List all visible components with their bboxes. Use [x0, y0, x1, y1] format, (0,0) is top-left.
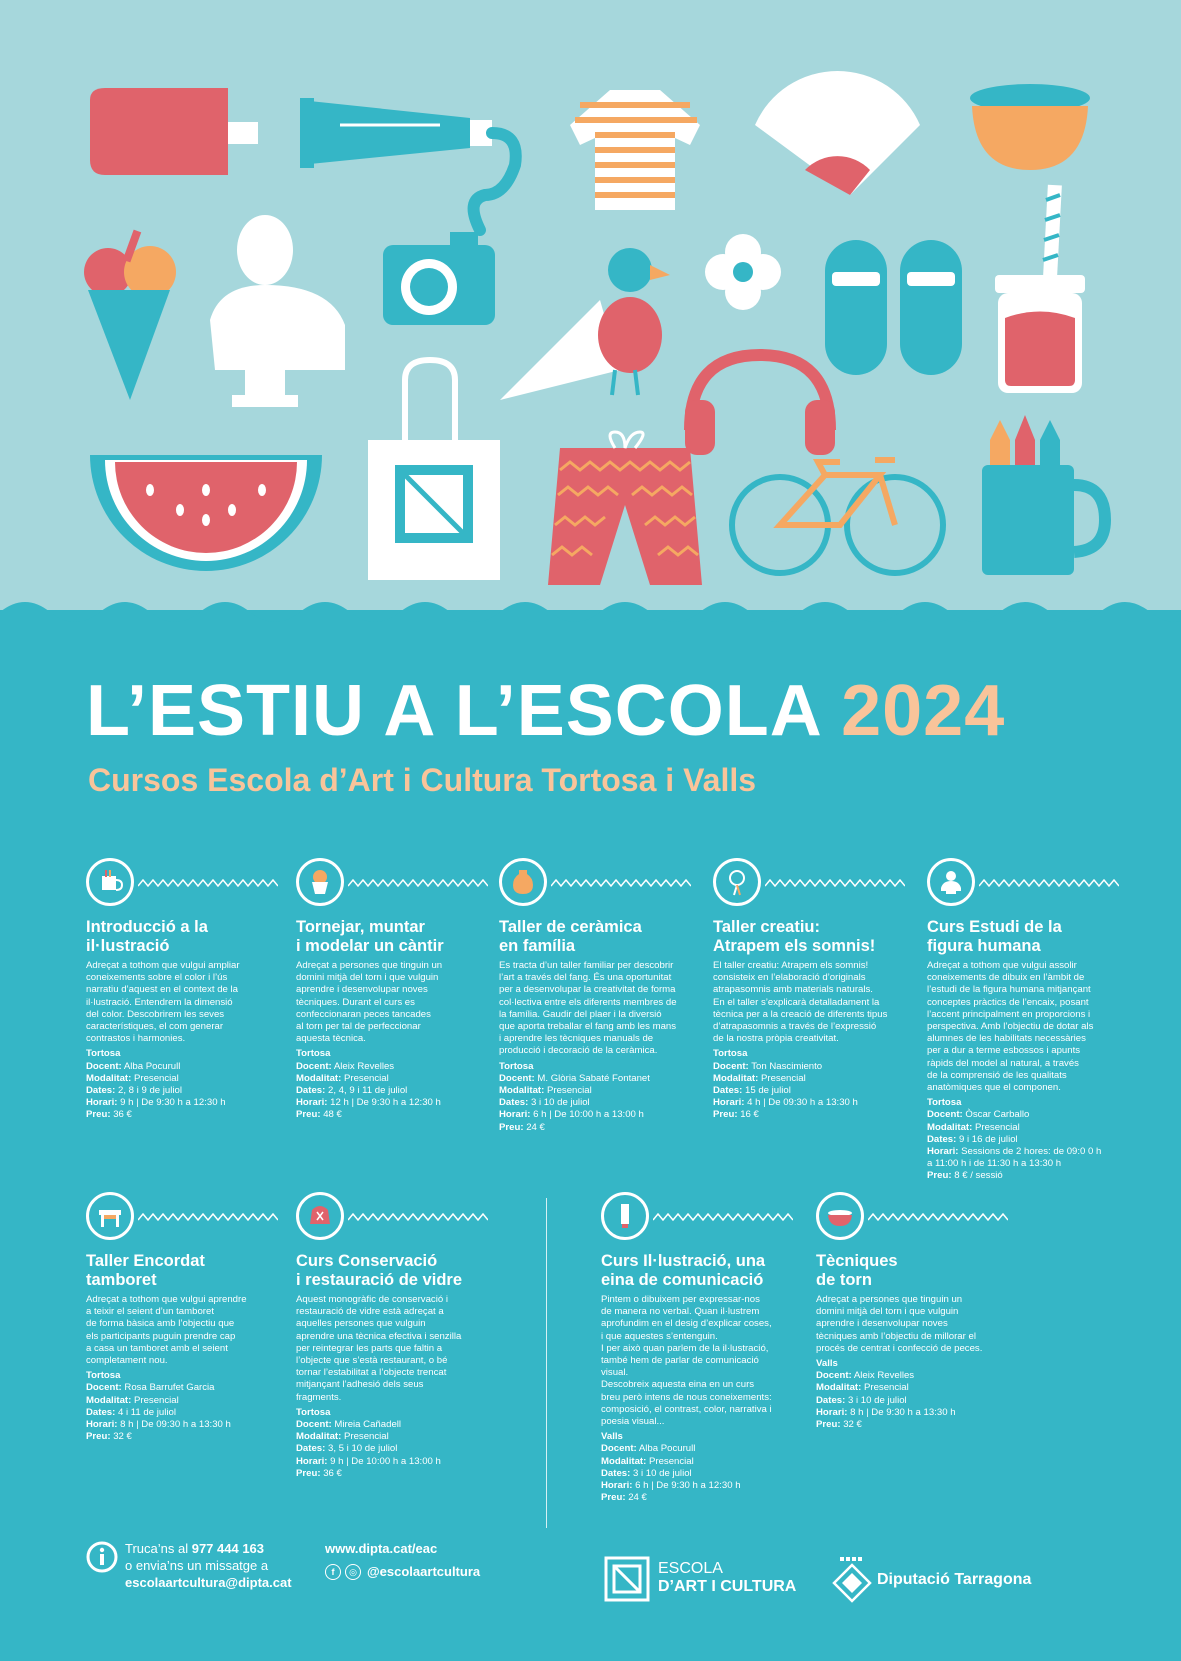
description-line: de forma bàsica amb l’objectiu que — [86, 1318, 235, 1330]
dates-value: 3 i 10 de juliol — [630, 1467, 692, 1479]
course-description — [816, 1294, 1011, 1355]
docent-value: Rosa Barrufet Garcia — [121, 1382, 215, 1394]
price-value: 48 € — [320, 1109, 342, 1121]
description-line: alumnes de les habilitats necessàries — [927, 1033, 1086, 1045]
course-meta — [601, 1431, 796, 1504]
course-title-line2: il·lustració — [86, 937, 170, 955]
course-location: Tortosa — [86, 1370, 121, 1382]
course-title — [296, 1252, 491, 1290]
description-line: completament nou. — [86, 1355, 168, 1367]
course-description — [713, 960, 908, 1045]
schedule-value: 9 h | De 10:00 h a 13:00 h — [327, 1455, 441, 1467]
course-card — [86, 858, 281, 1122]
eac-line2: D’ART I CULTURA — [658, 1578, 797, 1595]
course-title — [713, 918, 908, 956]
course-title-line1: Curs Conservació — [296, 1252, 438, 1270]
description-line: al torn per tal de perfeccionar — [296, 1021, 421, 1033]
email-link[interactable]: escolaartcultura@dipta.cat — [125, 1575, 292, 1590]
course-icon-ring — [499, 858, 547, 906]
dates-label: Dates: — [601, 1467, 631, 1479]
description-line: l’art a través del fang. És una oportunitat — [499, 972, 672, 984]
course-title-line2: figura humana — [927, 937, 1041, 955]
website-link[interactable]: www.dipta.cat/eac — [325, 1541, 438, 1556]
paint-tube-icon — [610, 1201, 640, 1231]
course-icon-ring — [713, 858, 761, 906]
dates-value: 9 i 16 de juliol — [956, 1133, 1018, 1145]
squiggle-divider — [138, 1213, 278, 1221]
course-card — [816, 1192, 1011, 1431]
modality-label: Modalitat: — [86, 1072, 132, 1084]
description-line: l’accent principalment en proporcions i — [927, 1008, 1091, 1020]
docent-value: M. Glòria Sabaté Fontanet — [534, 1072, 650, 1084]
description-line: de la comprensió de les qualitats — [927, 1069, 1067, 1081]
instagram-icon[interactable]: ◎ — [345, 1564, 361, 1580]
course-icon-ring — [86, 858, 134, 906]
social-handle[interactable]: @escolaartcultura — [367, 1564, 481, 1579]
description-line: aprendre i desenvolupar noves — [816, 1318, 948, 1330]
course-title-line1: Tècniques — [816, 1252, 898, 1270]
course-location: Valls — [601, 1431, 623, 1443]
description-line: consisteix en l’elaboració d’originals — [713, 972, 866, 984]
description-line: producció i decoració de la ceràmica. — [499, 1045, 658, 1057]
dates-label: Dates: — [713, 1085, 743, 1097]
cupcake-icon — [305, 867, 335, 897]
sandals-icon — [825, 240, 962, 375]
docent-label: Docent: — [296, 1419, 332, 1431]
wave-divider — [0, 592, 1181, 632]
course-location: Tortosa — [86, 1048, 121, 1060]
modality-label: Modalitat: — [927, 1121, 973, 1133]
mug-icon — [95, 867, 125, 897]
course-card — [86, 1192, 281, 1443]
price-label: Preu: — [86, 1109, 111, 1121]
course-title — [927, 918, 1122, 956]
course-title-line2: i restauració de vidre — [296, 1271, 462, 1289]
glass-icon — [305, 1201, 335, 1231]
price-value: 32 € — [840, 1419, 862, 1431]
description-line: i que aquestes s’entenguin. — [601, 1330, 718, 1342]
description-line: Aquest monogràfic de conservació i — [296, 1294, 448, 1305]
title-year: 2024 — [841, 671, 1006, 751]
course-meta — [713, 1048, 908, 1121]
jar-icon — [995, 185, 1085, 393]
course-description — [601, 1294, 796, 1428]
description-line: per a dur a terme esbossos i apunts — [927, 1045, 1081, 1057]
description-line: El taller creatiu: Atrapem els somnis! — [713, 960, 869, 971]
docent-label: Docent: — [713, 1060, 749, 1072]
modality-label: Modalitat: — [296, 1072, 342, 1084]
description-line: poesia visual... — [601, 1416, 665, 1428]
course-title-line2: eina de comunicació — [601, 1271, 764, 1289]
description-line: domini mitjà del torn i que vulguin — [816, 1306, 959, 1318]
swim-shorts-icon — [548, 432, 702, 585]
modality-value: Presencial — [341, 1072, 389, 1084]
description-line: de manera no verbal. Quan il·lustrem — [601, 1306, 760, 1318]
modality-label: Modalitat: — [713, 1072, 759, 1084]
description-line: i aprendre les tècniques manuals de — [499, 1033, 654, 1045]
course-icon-ring — [816, 1192, 864, 1240]
schedule-label: Horari: — [601, 1480, 633, 1492]
description-line: la família. Gaudir del plaer i la diversió — [499, 1008, 662, 1020]
course-meta — [296, 1048, 491, 1121]
course-title-line2: Atrapem els somnis! — [713, 937, 876, 955]
schedule-label: Horari: — [296, 1097, 328, 1109]
schedule-label: Horari: — [927, 1146, 959, 1158]
squiggle-divider — [551, 879, 691, 887]
course-card — [713, 858, 908, 1122]
message-text: o envia’ns un missatge a — [125, 1558, 269, 1573]
bust-icon — [210, 215, 345, 407]
course-icon-ring — [296, 1192, 344, 1240]
course-card — [296, 1192, 491, 1480]
squiggle-divider — [979, 879, 1119, 887]
course-icon-ring — [601, 1192, 649, 1240]
price-label: Preu: — [296, 1467, 321, 1479]
description-line: que aporta treballar el fang amb les mans — [499, 1021, 677, 1033]
description-line: per a desenvolupar la creativitat de forma — [499, 984, 676, 996]
modality-label: Modalitat: — [86, 1394, 132, 1406]
squiggle-divider — [653, 1213, 793, 1221]
squiggle-divider — [138, 879, 278, 887]
facebook-icon[interactable]: f — [325, 1564, 341, 1580]
description-line: Es tracta d’un taller familiar per descobrir — [499, 960, 674, 971]
summer-icons-illustration — [0, 0, 1181, 620]
course-description — [86, 960, 281, 1045]
eac-logo-icon — [604, 1556, 650, 1602]
price-label: Preu: — [927, 1170, 952, 1182]
docent-value: Alba Pocurull — [121, 1060, 181, 1072]
course-title-line1: Introducció a la — [86, 918, 208, 936]
dates-label: Dates: — [86, 1406, 116, 1418]
description-line: tornar l’estabilitat a l’objecte trencat — [296, 1367, 447, 1379]
description-line: Adreçat a persones que tinguin un — [296, 960, 443, 971]
dates-value: 4 i 11 de juliol — [115, 1406, 176, 1418]
schedule-label: Horari: — [86, 1419, 118, 1431]
watermelon-icon — [90, 455, 322, 571]
course-icon-ring — [927, 858, 975, 906]
schedule-value: 8 h | De 9:30 h a 13:30 h — [847, 1406, 956, 1418]
description-line: il·lustració. Entendrem la dimensió — [86, 996, 233, 1008]
schedule-label: Horari: — [86, 1097, 118, 1109]
description-line: d’atrapasomnis a través de l’expressió — [713, 1021, 877, 1033]
description-line: En el taller s’explicarà detalladament la — [713, 996, 880, 1008]
flower-icon — [705, 234, 781, 310]
description-line: coneixements sobre el color i l’ús — [86, 972, 228, 984]
price-value: 24 € — [523, 1121, 545, 1133]
docent-value: Mireia Cañadell — [331, 1419, 402, 1431]
popsicle-icon — [90, 88, 258, 175]
dates-label: Dates: — [816, 1394, 846, 1406]
description-line: Adreçat a persones que tinguin un — [816, 1294, 963, 1305]
course-title — [86, 1252, 281, 1290]
modality-value: Presencial — [131, 1394, 179, 1406]
bowl-icon — [970, 84, 1090, 170]
schedule-value: 6 h | De 10:00 h a 13:00 h — [530, 1109, 644, 1121]
course-meta — [296, 1407, 491, 1480]
schedule-value: 4 h | De 09:30 h a 13:30 h — [744, 1097, 858, 1109]
course-title-line1: Taller de ceràmica — [499, 918, 642, 936]
description-line: Adreçat a tothom que vulgui ampliar — [86, 960, 240, 971]
description-line: Adreçat a tothom que vulgui assolir — [927, 960, 1077, 971]
stool-icon — [95, 1201, 125, 1231]
description-line: ràpids del model al natural, a través — [927, 1057, 1079, 1069]
price-value: 36 € — [110, 1109, 132, 1121]
course-meta — [499, 1061, 694, 1134]
description-line: a teixir el seient d’un tamboret — [86, 1306, 214, 1318]
squiggle-divider — [348, 879, 488, 887]
dates-label: Dates: — [86, 1085, 116, 1097]
schedule-value: 6 h | De 9:30 h a 12:30 h — [632, 1480, 741, 1492]
description-line: Pintem o dibuixem per expressar-nos — [601, 1294, 760, 1305]
dates-value: 15 de juliol — [742, 1085, 791, 1097]
dreamcatcher-icon — [722, 867, 752, 897]
course-location: Tortosa — [296, 1406, 331, 1418]
course-location: Tortosa — [296, 1048, 331, 1060]
course-card — [927, 858, 1122, 1183]
course-title-line2: de torn — [816, 1271, 872, 1289]
course-title-line1: Curs Il·lustració, una — [601, 1252, 766, 1270]
description-line: Adreçat a tothom que vulgui aprendre — [86, 1294, 247, 1305]
course-meta — [816, 1358, 1011, 1431]
price-value: 24 € — [625, 1492, 647, 1504]
eac-logo-text — [658, 1560, 796, 1596]
price-label: Preu: — [713, 1109, 738, 1121]
description-line: aprendre i desenvolupar noves — [296, 984, 428, 996]
camera-icon — [383, 232, 495, 325]
course-title — [601, 1252, 796, 1290]
page-subtitle: Cursos Escola d’Art i Cultura Tortosa i Valls — [88, 762, 757, 798]
course-title-line1: Taller Encordat — [86, 1252, 205, 1270]
price-value: 36 € — [320, 1467, 342, 1479]
web-info — [325, 1540, 480, 1580]
ice-cream-icon — [84, 230, 176, 400]
course-title — [86, 918, 281, 956]
modality-value: Presencial — [861, 1382, 909, 1394]
course-title-line2: i modelar un càntir — [296, 937, 444, 955]
course-icon-ring — [86, 1192, 134, 1240]
modality-value: Presencial — [544, 1085, 592, 1097]
dates-label: Dates: — [927, 1133, 957, 1145]
modality-label: Modalitat: — [296, 1431, 342, 1443]
dates-value: 2, 8 i 9 de juliol — [115, 1085, 182, 1097]
headphones-icon — [685, 355, 835, 455]
description-line: anatòmiques que el componen. — [927, 1082, 1061, 1094]
dates-value: 3 i 10 de juliol — [845, 1394, 907, 1406]
shirt-icon — [570, 90, 700, 210]
course-meta — [927, 1097, 1122, 1182]
docent-label: Docent: — [296, 1060, 332, 1072]
description-line: atrapasomnis amb materials naturals. — [713, 984, 873, 996]
description-line: perspectiva. Amb l’objectiu de dotar als — [927, 1021, 1094, 1033]
schedule-value-cont: a 11:00 h i de 11:30 h a 13:30 h — [927, 1158, 1062, 1170]
docent-label: Docent: — [927, 1109, 963, 1121]
column-divider — [546, 1198, 547, 1528]
course-location: Tortosa — [713, 1048, 748, 1060]
price-label: Preu: — [296, 1109, 321, 1121]
course-title — [296, 918, 491, 956]
modality-value: Presencial — [341, 1431, 389, 1443]
course-meta — [86, 1370, 281, 1443]
docent-value: Alba Pocurull — [636, 1443, 696, 1455]
description-line: restauració de vidre està adreçat a — [296, 1306, 444, 1318]
modality-label: Modalitat: — [601, 1455, 647, 1467]
description-line: tècniques. Durant el curs es — [296, 996, 415, 1008]
course-description — [296, 1294, 491, 1404]
contact-info — [125, 1540, 292, 1591]
eac-line1: ESCOLA — [658, 1560, 723, 1577]
tote-bag-icon — [368, 360, 500, 580]
description-line: l’objecte que s’està restaurant, o bé — [296, 1355, 448, 1367]
course-title-line2: tamboret — [86, 1271, 157, 1289]
schedule-value: 12 h | De 9:30 h a 12:30 h — [327, 1097, 441, 1109]
course-title-line2: en família — [499, 937, 576, 955]
description-line: conceptes pràctics de l’encaix, posant — [927, 996, 1089, 1008]
diputacio-logo-icon — [832, 1555, 872, 1603]
description-line: breu però intens de nous coneixements: — [601, 1391, 772, 1403]
docent-value: Aleix Revelles — [851, 1370, 915, 1382]
phone-link[interactable]: 977 444 163 — [191, 1541, 265, 1556]
course-title — [499, 918, 694, 956]
squiggle-divider — [868, 1213, 1008, 1221]
description-line: I per això quan parlem de la il·lustració, — [601, 1342, 769, 1354]
description-line: aquelles persones que vulguin — [296, 1318, 426, 1330]
squiggle-divider — [765, 879, 905, 887]
modality-value: Presencial — [131, 1072, 179, 1084]
docent-value: Òscar Carballo — [962, 1109, 1030, 1121]
bicycle-icon — [732, 460, 943, 573]
description-line: tècnica per a la creació de diferents tipus — [713, 1008, 888, 1020]
price-value: 8 € / sessió — [951, 1170, 1003, 1182]
course-icon-ring — [296, 858, 344, 906]
description-line: mitjançant l’adhesió dels seus — [296, 1379, 424, 1391]
description-line: a casa un tamboret amb el seient — [86, 1342, 228, 1354]
dates-label: Dates: — [499, 1097, 529, 1109]
modality-value: Presencial — [758, 1072, 806, 1084]
docent-label: Docent: — [601, 1443, 637, 1455]
course-card — [296, 858, 491, 1122]
schedule-label: Horari: — [816, 1406, 848, 1418]
docent-label: Docent: — [86, 1382, 122, 1394]
illustration-area — [0, 0, 1181, 640]
description-line: característiques, el com generar — [86, 1021, 224, 1033]
course-location: Tortosa — [927, 1097, 962, 1109]
modality-value: Presencial — [972, 1121, 1020, 1133]
description-line: confeccionaran peces tancades — [296, 1008, 431, 1020]
bust-icon — [936, 867, 966, 897]
modality-label: Modalitat: — [499, 1085, 545, 1097]
schedule-label: Horari: — [296, 1455, 328, 1467]
description-line: aprofundim en el desig d’explicar coses, — [601, 1318, 772, 1330]
schedule-label: Horari: — [713, 1097, 745, 1109]
course-description — [927, 960, 1122, 1094]
description-line: coneixements de dibuix en l’àmbit de — [927, 972, 1085, 984]
schedule-label: Horari: — [499, 1109, 531, 1121]
schedule-value: 8 h | De 09:30 h a 13:30 h — [117, 1419, 231, 1431]
description-line: els participants puguin prendre cap — [86, 1330, 236, 1342]
description-line: col·lectiva entre els diferents membres de — [499, 996, 677, 1008]
description-line: tècniques amb l’objectiu de millorar el — [816, 1330, 976, 1342]
course-description — [86, 1294, 281, 1367]
docent-label: Docent: — [86, 1060, 122, 1072]
bowl-icon — [825, 1201, 855, 1231]
modality-label: Modalitat: — [816, 1382, 862, 1394]
price-label: Preu: — [601, 1492, 626, 1504]
course-title — [816, 1252, 1011, 1290]
course-title-line1: Taller creatiu: — [713, 918, 820, 936]
docent-value: Ton Nascimiento — [748, 1060, 823, 1072]
description-line: visual. — [601, 1367, 629, 1379]
description-line: Descobreix aquesta eina en un curs — [601, 1379, 755, 1391]
course-title-line1: Curs Estudi de la — [927, 918, 1062, 936]
description-line: aquesta tècnica. — [296, 1033, 366, 1045]
dates-label: Dates: — [296, 1085, 326, 1097]
docent-label: Docent: — [816, 1370, 852, 1382]
description-line: fragments. — [296, 1391, 342, 1403]
schedule-value: Sessions de 2 hores: de 09:0 0 h — [958, 1146, 1102, 1158]
description-line: procés de centrat i confecció de peces. — [816, 1342, 983, 1354]
description-line: composició, el contrast, color, narrativa i — [601, 1403, 772, 1415]
dates-value: 3, 5 i 10 de juliol — [325, 1443, 398, 1455]
schedule-value: 9 h | De 9:30 h a 12:30 h — [117, 1097, 226, 1109]
description-line: l’estudi de la figura humana mitjançant — [927, 984, 1091, 996]
description-line: narratiu d’aquest en el context de la — [86, 984, 239, 996]
title-main: L’ESTIU A L’ESCOLA — [86, 671, 821, 751]
course-title-line1: Tornejar, muntar — [296, 918, 425, 936]
modality-value: Presencial — [646, 1455, 694, 1467]
description-line: aprendre una tècnica efectiva i senzilla — [296, 1330, 462, 1342]
diputacio-name: Diputació Tarragona — [877, 1571, 1032, 1588]
docent-value: Aleix Revelles — [331, 1060, 395, 1072]
description-line: per reintegrar les parts que faltin a — [296, 1342, 443, 1354]
course-card — [499, 858, 694, 1134]
course-location: Valls — [816, 1358, 838, 1370]
call-text: Truca’ns al — [125, 1541, 192, 1556]
price-value: 16 € — [737, 1109, 759, 1121]
description-line: de la nostra pròpia creativitat. — [713, 1033, 839, 1045]
pencils-mug-icon — [982, 415, 1105, 575]
fan-icon — [755, 71, 920, 195]
dates-value: 3 i 10 de juliol — [528, 1097, 590, 1109]
price-label: Preu: — [86, 1431, 111, 1443]
description-line: també hem de parlar de comunicació — [601, 1355, 759, 1367]
paint-tube-icon — [300, 98, 516, 230]
course-description — [296, 960, 491, 1045]
course-location: Tortosa — [499, 1060, 534, 1072]
course-meta — [86, 1048, 281, 1121]
info-icon — [86, 1541, 118, 1573]
description-line: del color. Descobrirem les seves — [86, 1008, 225, 1020]
price-value: 32 € — [110, 1431, 132, 1443]
course-card — [601, 1192, 796, 1504]
dates-value: 2, 4, 9 i 11 de juliol — [325, 1085, 408, 1097]
description-line: domini mitjà del torn i que vulguin — [296, 972, 439, 984]
dates-label: Dates: — [296, 1443, 326, 1455]
docent-label: Docent: — [499, 1072, 535, 1084]
bird-icon — [500, 248, 670, 400]
squiggle-divider — [348, 1213, 488, 1221]
price-label: Preu: — [816, 1419, 841, 1431]
vase-icon — [508, 867, 538, 897]
description-line: contrastos i harmonies. — [86, 1033, 186, 1045]
page-title — [86, 670, 1005, 752]
course-description — [499, 960, 694, 1058]
price-label: Preu: — [499, 1121, 524, 1133]
